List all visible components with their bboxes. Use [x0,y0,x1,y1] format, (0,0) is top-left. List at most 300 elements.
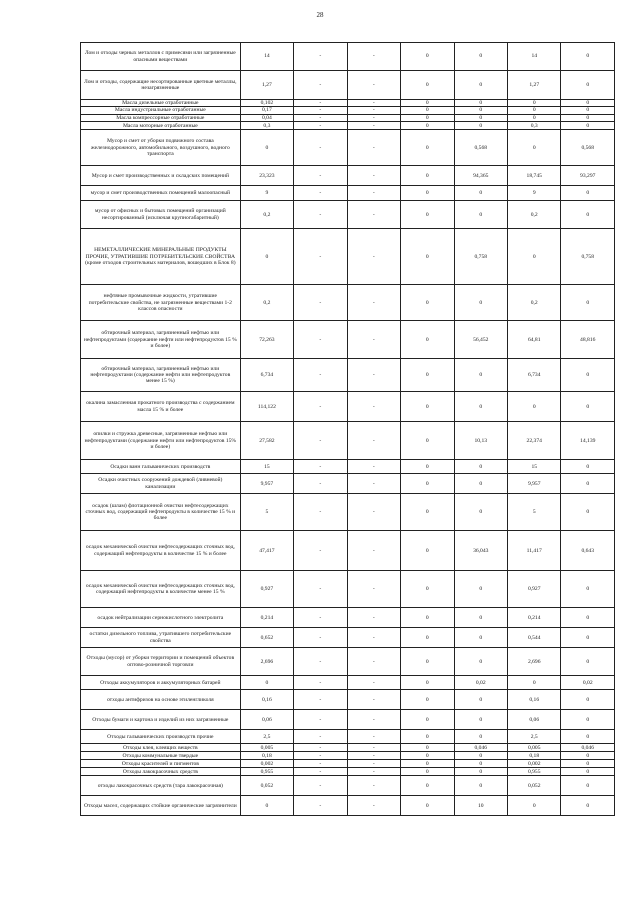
value-cell: - [294,768,347,776]
value-cell: 0 [401,474,454,494]
value-cell: - [294,166,347,186]
value-cell: 0 [240,676,293,690]
value-cell: 0,643 [561,531,615,571]
value-cell: 0 [561,730,615,744]
value-cell: 0,06 [240,710,293,730]
value-cell: 0 [401,768,454,776]
value-cell: 0 [401,100,454,107]
value-cell: 0 [561,71,615,100]
value-cell: 0 [561,571,615,608]
value-cell: - [294,107,347,114]
value-cell: - [347,730,400,744]
value-cell: 56,452 [454,321,507,359]
value-cell: 0,17 [240,107,293,114]
value-cell: 0 [401,321,454,359]
value-cell: 23,323 [240,166,293,186]
value-cell: 0,16 [508,690,561,710]
waste-name-cell: мусор от офисных и бытовых помещений организаций несортированный (исключая крупногабаритный) [81,201,241,229]
value-cell: 0 [401,460,454,474]
waste-name-cell: отходы лакокрасочных средств (тара лакокрасочная) [81,776,241,796]
value-cell: - [347,648,400,676]
table-row [81,690,615,710]
value-cell: 0 [561,710,615,730]
value-cell: 0 [561,494,615,531]
value-cell: 0 [454,768,507,776]
table-row [81,628,615,648]
table-row [81,114,615,121]
table-row [81,571,615,608]
value-cell: 0,2 [508,201,561,229]
value-cell: 0 [401,690,454,710]
value-cell: - [294,460,347,474]
value-cell: 0 [561,760,615,768]
value-cell: 0 [561,392,615,422]
value-cell: 14,139 [561,422,615,460]
page-number: 28 [316,11,324,19]
value-cell: 0 [401,122,454,130]
value-cell: 1,27 [508,71,561,100]
value-cell: - [347,201,400,229]
value-cell: 0,758 [561,229,615,285]
value-cell: 0 [454,114,507,121]
waste-name-cell: обтирочный материал, загрязненный нефтью или нефтепродуктами (содержание нефти или нефтепродуктов менее 15 %) [81,359,241,392]
value-cell: 0,927 [240,571,293,608]
value-cell: 0,005 [240,744,293,752]
waste-name-cell: осадок механической очистки нефтесодержащих сточных вод, содержащий нефтепродукты в количестве менее 15 % [81,571,241,608]
value-cell: 0 [401,166,454,186]
table-row [81,608,615,628]
value-cell: - [347,422,400,460]
value-cell: - [347,71,400,100]
value-cell: - [294,186,347,201]
value-cell: 2,5 [240,730,293,744]
value-cell: 0 [561,114,615,121]
table-row [81,285,615,321]
waste-name-cell: Мусор и смет производственных и складских помещений [81,166,241,186]
waste-name-cell: Лом и отходы черных металлов с примесями или загрязненные опасными веществами [81,43,241,71]
waste-name-cell: опилки и стружка древесные, загрязненные нефтью или нефтепродуктами (содержание нефти или нефтепродуктов 15% и более) [81,422,241,460]
value-cell: 0 [561,690,615,710]
value-cell: 0 [508,114,561,121]
value-cell: 0 [454,730,507,744]
value-cell: 0 [401,730,454,744]
value-cell: 0,2 [508,285,561,321]
value-cell: 0 [561,776,615,796]
value-cell: - [347,608,400,628]
value-cell: 0 [401,285,454,321]
value-cell: - [294,229,347,285]
value-cell: 0 [401,359,454,392]
value-cell: 0 [401,229,454,285]
value-cell: 0 [240,130,293,166]
value-cell: - [294,114,347,121]
value-cell: 0,002 [240,760,293,768]
value-cell: 9 [508,186,561,201]
value-cell: - [294,744,347,752]
table-row [81,107,615,114]
value-cell: - [347,186,400,201]
value-cell: 0 [401,752,454,760]
table-row [81,186,615,201]
value-cell: - [294,285,347,321]
value-cell: - [347,760,400,768]
table-row [81,201,615,229]
value-cell: 6,734 [240,359,293,392]
value-cell: 0 [454,628,507,648]
value-cell: - [294,648,347,676]
value-cell: - [347,114,400,121]
value-cell: 36,043 [454,531,507,571]
value-cell: 6,734 [508,359,561,392]
value-cell: 0 [508,130,561,166]
waste-name-cell: Отходы бумаги и картона и изделий из них загрязненные [81,710,241,730]
value-cell: 0 [561,285,615,321]
table-row [81,648,615,676]
value-cell: 0 [561,474,615,494]
value-cell: 0,16 [240,690,293,710]
value-cell: 72,263 [240,321,293,359]
value-cell: - [294,571,347,608]
value-cell: 0,927 [508,571,561,608]
value-cell: - [294,122,347,130]
value-cell: 0 [561,460,615,474]
table-row [81,71,615,100]
table-row [81,359,615,392]
value-cell: - [294,752,347,760]
value-cell: 0 [401,628,454,648]
value-cell: 0 [454,776,507,796]
value-cell: 11,417 [508,531,561,571]
value-cell: - [294,422,347,460]
value-cell: 14 [240,43,293,71]
value-cell: 0 [454,690,507,710]
table-row [81,494,615,531]
value-cell: 48,816 [561,321,615,359]
table-row [81,130,615,166]
value-cell: 0,2 [240,201,293,229]
value-cell: 27,582 [240,422,293,460]
value-cell: 94,365 [454,166,507,186]
value-cell: - [347,776,400,796]
table-row [81,460,615,474]
value-cell: 5 [240,494,293,531]
table-row [81,122,615,130]
value-cell: 0 [454,392,507,422]
value-cell: 0,02 [561,676,615,690]
value-cell: 0 [454,571,507,608]
table-row [81,776,615,796]
value-cell: - [294,760,347,768]
table-row [81,229,615,285]
value-cell: 0,005 [508,744,561,752]
value-cell: - [347,474,400,494]
value-cell: 0 [454,71,507,100]
value-cell: 15 [240,460,293,474]
value-cell: - [347,494,400,531]
value-cell: 0 [508,100,561,107]
table-row [81,744,615,752]
value-cell: - [294,392,347,422]
value-cell: - [347,130,400,166]
value-cell: - [347,229,400,285]
value-cell: - [347,710,400,730]
value-cell: 0,568 [561,130,615,166]
value-cell: 0 [401,201,454,229]
table-row [81,422,615,460]
value-cell: 0 [561,752,615,760]
value-cell: 9 [240,186,293,201]
waste-name-cell: Отходы лакокрасочных средств [81,768,241,776]
value-cell: 0 [454,122,507,130]
value-cell: 0 [561,359,615,392]
value-cell: - [347,392,400,422]
value-cell: 0 [454,186,507,201]
value-cell: 0 [454,474,507,494]
waste-name-cell: Осадки очистных сооружений дождевой (ливневой) канализации [81,474,241,494]
value-cell: 0,955 [508,768,561,776]
value-cell: - [294,531,347,571]
value-cell: 0 [401,392,454,422]
value-cell: - [347,571,400,608]
value-cell: 0 [401,676,454,690]
waste-name-cell: Отходы аккумуляторов и аккумуляторных батарей [81,676,241,690]
value-cell: 14 [508,43,561,71]
value-cell: 5 [508,494,561,531]
table-row [81,474,615,494]
value-cell: - [294,71,347,100]
value-cell: - [347,628,400,648]
waste-name-cell: окалина замасленная прокатного производства с содержанием масла 15 % и более [81,392,241,422]
value-cell: 0 [454,201,507,229]
value-cell: - [347,285,400,321]
value-cell: - [347,122,400,130]
value-cell: 1,27 [240,71,293,100]
value-cell: 0 [401,494,454,531]
value-cell: 0,214 [240,608,293,628]
value-cell: - [347,166,400,186]
value-cell: 0 [401,186,454,201]
value-cell: 0 [401,422,454,460]
value-cell: 0 [508,676,561,690]
value-cell: - [294,676,347,690]
waste-name-cell: мусор и смет производственных помещений малоопасный [81,186,241,201]
table-row [81,796,615,816]
waste-name-cell: Осадки ванн гальванических производств [81,460,241,474]
value-cell: - [347,359,400,392]
value-cell: 0 [508,229,561,285]
value-cell: - [347,676,400,690]
value-cell: 2,696 [508,648,561,676]
value-cell: - [347,796,400,816]
waste-name-cell: НЕМЕТАЛЛИЧЕСКИЕ МИНЕРАЛЬНЫЕ ПРОДУКТЫ ПРОЧИЕ, УТРАТИВШИЕ ПОТРЕБИТЕЛЬСКИЕ СВОЙСТВА (кроме отходов строительных материалов, вошедших в Блок 8) [81,229,241,285]
waste-name-cell: Мусор и смет от уборки подвижного состава железнодорожного, автомобильного, воздушного, водного транспорта [81,130,241,166]
waste-table [80,42,615,816]
value-cell: 0,652 [240,628,293,648]
value-cell: 0,002 [508,760,561,768]
table-row [81,321,615,359]
value-cell: 0,02 [454,676,507,690]
waste-table-body [81,43,615,816]
value-cell: 0 [454,359,507,392]
value-cell: - [294,796,347,816]
waste-name-cell: обтирочный материал, загрязненный нефтью или нефтепродуктами (содержание нефти или нефтепродуктов 15 % и более) [81,321,241,359]
waste-name-cell: Отходы клея, клеящих веществ [81,744,241,752]
table-row [81,676,615,690]
value-cell: 0 [401,71,454,100]
table-row [81,768,615,776]
waste-name-cell: Масла компрессорные отработанные [81,114,241,121]
value-cell: 0 [561,122,615,130]
value-cell: 0 [401,107,454,114]
value-cell: 0 [401,608,454,628]
value-cell: 0 [401,776,454,796]
value-cell: 9,957 [508,474,561,494]
waste-name-cell: Масла дизельные отработанные [81,100,241,107]
value-cell: 0 [401,744,454,752]
value-cell: 0 [401,648,454,676]
value-cell: 0 [561,43,615,71]
value-cell: - [294,628,347,648]
value-cell: 0 [561,796,615,816]
value-cell: 0,046 [454,744,507,752]
value-cell: - [294,730,347,744]
table-row [81,43,615,71]
value-cell: 0 [401,796,454,816]
value-cell: 0 [561,186,615,201]
value-cell: 22,374 [508,422,561,460]
value-cell: 0,568 [454,130,507,166]
waste-name-cell: осадок механической очистки нефтесодержащих сточных вод, содержащий нефтепродукты в количестве 15 % и более [81,531,241,571]
value-cell: 0 [508,392,561,422]
value-cell: - [347,43,400,71]
value-cell: - [347,100,400,107]
value-cell: 0 [401,760,454,768]
value-cell: - [347,690,400,710]
table-row [81,100,615,107]
waste-name-cell: нефтяные промывочные жидкости, утратившие потребительские свойства, не загрязненные веществами 1-2 классов опасности [81,285,241,321]
waste-name-cell: Масла индустриальные отработанные [81,107,241,114]
value-cell: 0,102 [240,100,293,107]
waste-name-cell: осадок (шлам) флотационной очистки нефтесодержащих сточных вод, содержащий нефтепродукты в количестве 15 % и более [81,494,241,531]
table-row [81,392,615,422]
value-cell: 0 [240,229,293,285]
value-cell: 0,18 [240,752,293,760]
value-cell: 0,758 [454,229,507,285]
value-cell: 0,052 [508,776,561,796]
value-cell: - [347,107,400,114]
waste-name-cell: отходы антифризов на основе этиленгликоля [81,690,241,710]
table-row [81,166,615,186]
waste-name-cell: Отходы (мусор) от уборки территории и помещений объектов оптово-розничной торговли [81,648,241,676]
value-cell: 0 [561,201,615,229]
value-cell: 0,3 [240,122,293,130]
table-row [81,531,615,571]
table-row [81,730,615,744]
value-cell: 93,297 [561,166,615,186]
table-row [81,760,615,768]
table-row [81,710,615,730]
value-cell: 0,544 [508,628,561,648]
value-cell: 0 [454,494,507,531]
value-cell: 0 [240,796,293,816]
waste-name-cell: Лом и отходы, содержащие несортированные цветные металлы, незагрязненные [81,71,241,100]
value-cell: - [294,100,347,107]
waste-name-cell: Отходы масел, содержащих стойкие органические загрязнители [81,796,241,816]
value-cell: - [294,710,347,730]
value-cell: - [347,531,400,571]
value-cell: - [294,130,347,166]
value-cell: 10,13 [454,422,507,460]
value-cell: 0 [561,107,615,114]
value-cell: 0 [454,760,507,768]
value-cell: 0,06 [508,710,561,730]
value-cell: 0 [454,460,507,474]
value-cell: 0,3 [508,122,561,130]
value-cell: 0 [401,531,454,571]
waste-name-cell: осадок нейтрализации сернокислотного электролита [81,608,241,628]
value-cell: 0 [454,43,507,71]
value-cell: 2,5 [508,730,561,744]
waste-name-cell: Отходы коммунальные твердые [81,752,241,760]
value-cell: 10 [454,796,507,816]
value-cell: - [347,321,400,359]
value-cell: - [294,776,347,796]
value-cell: 0 [508,796,561,816]
value-cell: 0,214 [508,608,561,628]
value-cell: 0 [454,648,507,676]
value-cell: 0 [561,100,615,107]
value-cell: 0 [454,100,507,107]
waste-name-cell: Отходы гальванических производств прочие [81,730,241,744]
table-row [81,752,615,760]
value-cell: 0,04 [240,114,293,121]
value-cell: 0 [454,752,507,760]
value-cell: 0 [561,768,615,776]
value-cell: 47,417 [240,531,293,571]
value-cell: - [294,494,347,531]
value-cell: - [294,690,347,710]
value-cell: 0,955 [240,768,293,776]
value-cell: 0 [454,285,507,321]
value-cell: 18,745 [508,166,561,186]
value-cell: 0 [401,43,454,71]
value-cell: - [294,608,347,628]
value-cell: - [347,752,400,760]
waste-name-cell: Отходы красителей и пигментов [81,760,241,768]
value-cell: 9,957 [240,474,293,494]
value-cell: 0 [401,130,454,166]
value-cell: 0,046 [561,744,615,752]
value-cell: 0 [401,710,454,730]
value-cell: 0 [561,628,615,648]
waste-name-cell: Масла моторные отработанные [81,122,241,130]
value-cell: 0,052 [240,776,293,796]
value-cell: - [294,321,347,359]
value-cell: 0 [454,710,507,730]
value-cell: - [294,474,347,494]
value-cell: - [294,359,347,392]
value-cell: - [347,460,400,474]
value-cell: 64,81 [508,321,561,359]
value-cell: 0 [561,648,615,676]
value-cell: - [294,201,347,229]
waste-name-cell: остатки дизельного топлива, утратившего потребительские свойства [81,628,241,648]
value-cell: 0,18 [508,752,561,760]
value-cell: 0 [508,107,561,114]
value-cell: 2,696 [240,648,293,676]
value-cell: - [347,744,400,752]
value-cell: 0 [454,608,507,628]
